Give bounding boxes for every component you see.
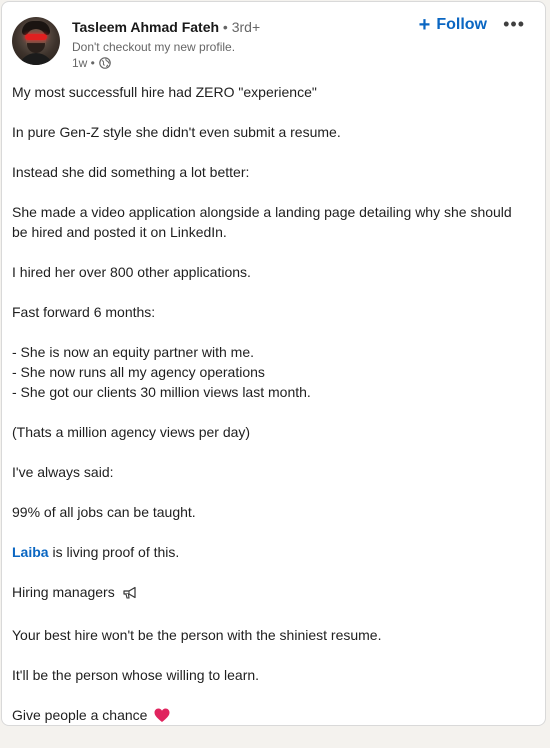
post-paragraph: Fast forward 6 months: (12, 304, 156, 320)
post-paragraph: I've always said: (12, 464, 114, 480)
avatar[interactable] (12, 17, 60, 65)
post-paragraph: My most successfull hire had ZERO "experience" (12, 84, 317, 100)
post-paragraph (12, 582, 531, 605)
plus-icon: + (418, 14, 431, 36)
follow-button[interactable] (419, 16, 487, 34)
author-name[interactable]: Tasleem Ahmad Fateh (72, 19, 220, 35)
post-text: Give people a chance (12, 707, 148, 723)
megaphone-icon (122, 585, 138, 605)
post-paragraph: It'll be the person whose willing to learn. (12, 667, 260, 683)
bullet-list (12, 342, 531, 402)
post-card (1, 1, 546, 726)
post-text: Hiring managers (12, 584, 115, 600)
post-paragraph: In pure Gen-Z style she didn't even submit a resume. (12, 124, 341, 140)
heart-icon (154, 708, 170, 728)
mention-link[interactable]: Laiba (12, 544, 49, 560)
post-body (12, 82, 531, 748)
post-header (12, 14, 537, 74)
post-paragraph: She made a video application alongside a landing page detailing why she should be hired and posted it on LinkedIn. (12, 204, 512, 240)
list-item: - She now runs all my agency operations (12, 364, 265, 380)
post-text: is living proof of this. (48, 544, 180, 560)
post-meta (72, 56, 111, 70)
mention-paragraph (12, 542, 531, 562)
author-headline: Don't checkout my new profile. (72, 40, 236, 54)
ellipsis-icon[interactable]: ••• (503, 14, 525, 34)
globe-icon (99, 57, 111, 69)
follow-label: Follow (436, 16, 487, 33)
list-item: - She is now an equity partner with me. (12, 344, 255, 360)
list-item: - She got our clients 30 million views last month. (12, 384, 311, 400)
post-time: 1w • (72, 56, 95, 70)
post-paragraph: Your best hire won't be the person with the shiniest resume. (12, 627, 382, 643)
author-line (72, 19, 260, 35)
post-paragraph: I hired her over 800 other applications. (12, 264, 251, 280)
post-paragraph: Instead she did something a lot better: (12, 164, 250, 180)
post-paragraph: 99% of all jobs can be taught. (12, 504, 196, 520)
connection-degree: • 3rd+ (219, 19, 261, 35)
post-paragraph (12, 705, 531, 728)
post-paragraph: (Thats a million agency views per day) (12, 424, 251, 440)
